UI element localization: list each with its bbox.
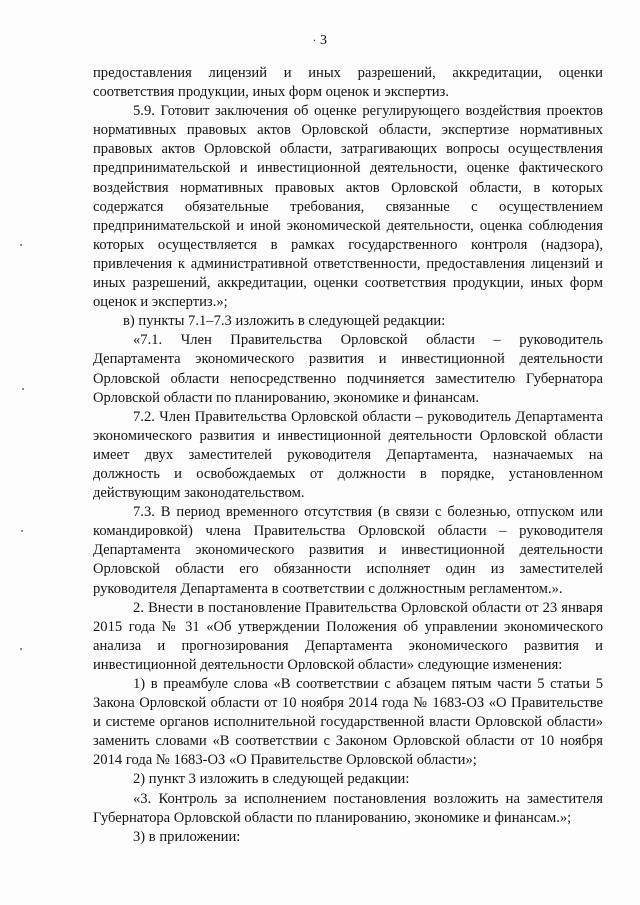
scan-speck bbox=[22, 388, 24, 390]
document-body bbox=[93, 64, 603, 847]
paragraph-item-7-1: «7.1. Член Правительства Орловской области – руководитель Департамента экономического развития и инвестиционной деятельности Орловской области непосредственно подчиняется заместителю Губернатора Орловской области по планированию, экономике и финансам. bbox=[93, 332, 603, 406]
paragraph-item-5-9: 5.9. Готовит заключения об оценке регулирующего воздействия проектов нормативных правовых актов Орловской области, экспертизе нормативных правовых актов Орловской области, затрагивающих вопросы осуществления предпринимательской и инвестиционной деятельности, оценке фактического воздействия нормативных правовых актов Орловской области, в которых содержатся обязательные требования, связанные с осуществлением предпринимательской и иной экономической деятельности, оценка соблюдения которых осуществляется в рамках государственного контроля (надзора), привлечения к административной ответственности, предоставления лицензий и иных разрешений, аккредитации, оценки соответствия продукции, иных форм оценок и экспертиз.»; bbox=[93, 103, 603, 311]
scan-speck bbox=[20, 648, 22, 650]
paragraph-subitem-3: 3) в приложении: bbox=[133, 828, 241, 845]
paragraph-item-2: 2. Внести в постановление Правительства Орловской области от 23 января 2015 года № 31 «Об утверждении Положения об управлении экономического анализа и прогнозирования Департамента экономического развития и инвестиционной деятельности Орловской области» следующие изменения: bbox=[93, 599, 603, 673]
paragraph-new-item-3: «3. Контроль за исполнением постановления возложить на заместителя Губернатора Орловской области по планированию, экономике и финансам.»; bbox=[93, 790, 603, 826]
paragraph-subitem-1: 1) в преамбуле слова «В соответствии с абзацем пятым части 5 статьи 5 Закона Орловской области от 10 ноября 2014 года № 1683-ОЗ «О Правительстве и системе органов исполнительной государственной власти Орловской области» заменить словами «В соответствии с Законом Орловской области от 10 ноября 2014 года № 1683-ОЗ «О Правительстве Орловской области»; bbox=[93, 676, 603, 769]
paragraph-continuation: предоставления лицензий и иных разрешений, аккредитации, оценки соответствия продукции, иных форм оценок и экспертиз. bbox=[93, 65, 603, 101]
paragraph-subitem-2: 2) пункт 3 изложить в следующей редакции: bbox=[133, 771, 410, 788]
scan-speck bbox=[21, 530, 23, 532]
scan-speck bbox=[20, 244, 22, 246]
paragraph-subitem-v: в) пункты 7.1–7.3 изложить в следующей редакции: bbox=[123, 313, 446, 330]
page-number: · 3 bbox=[0, 33, 640, 49]
paragraph-item-7-3: 7.3. В период временного отсутствия (в связи с болезнью, отпуском или командировкой) члена Правительства Орловской области – руководителя Департамента экономического развития и инвестиционной деятельности Орловской области его обязанности исполняет один из заместителей руководителя Департамента в соответствии с должностным регламентом.». bbox=[93, 504, 603, 597]
paragraph-item-7-2: 7.2. Член Правительства Орловской области – руководитель Департамента экономического развития и инвестиционной деятельности Орловской области имеет двух заместителей руководителя Департамента, назначаемых на должность и освобождаемых от должности в порядке, установленном действующим законодательством. bbox=[93, 408, 603, 502]
